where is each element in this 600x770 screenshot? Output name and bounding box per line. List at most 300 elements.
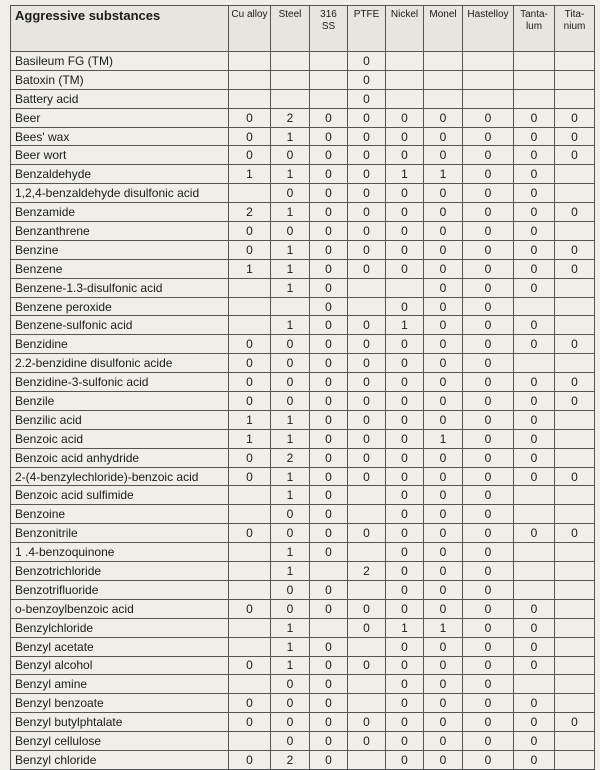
column-header-cu — [229, 6, 271, 52]
rating-cell-tantalum — [514, 297, 555, 316]
rating-cell-hastelloy: 0 — [463, 505, 514, 524]
rating-cell-ss316: 0 — [310, 656, 348, 675]
rating-cell-cu: 0 — [229, 222, 271, 241]
rating-cell-ss316: 0 — [310, 222, 348, 241]
rating-cell-hastelloy: 0 — [463, 580, 514, 599]
rating-cell-tantalum: 0 — [514, 240, 555, 259]
rating-cell-nickel — [386, 52, 424, 71]
rating-cell-cu — [229, 52, 271, 71]
rating-cell-ptfe: 0 — [348, 732, 386, 751]
table-body — [11, 52, 595, 770]
rating-cell-ptfe — [348, 675, 386, 694]
substance-name: Benzoic acid anhydride — [11, 448, 229, 467]
rating-cell-steel: 0 — [271, 732, 310, 751]
rating-cell-nickel: 0 — [386, 203, 424, 222]
rating-cell-ptfe: 0 — [348, 316, 386, 335]
rating-cell-nickel: 0 — [386, 580, 424, 599]
rating-cell-titanium — [555, 486, 595, 505]
table-row — [11, 618, 595, 637]
rating-cell-monel: 0 — [424, 675, 463, 694]
rating-cell-hastelloy — [463, 70, 514, 89]
rating-cell-cu — [229, 486, 271, 505]
rating-cell-titanium — [555, 562, 595, 581]
rating-cell-ptfe: 0 — [348, 222, 386, 241]
rating-cell-cu: 0 — [229, 373, 271, 392]
substance-name: Benzylchloride — [11, 618, 229, 637]
rating-cell-ptfe: 0 — [348, 203, 386, 222]
rating-cell-ptfe: 2 — [348, 562, 386, 581]
rating-cell-monel: 0 — [424, 448, 463, 467]
substance-name: Battery acid — [11, 89, 229, 108]
substance-name: Basileum FG (TM) — [11, 52, 229, 71]
rating-cell-hastelloy: 0 — [463, 429, 514, 448]
rating-cell-titanium — [555, 656, 595, 675]
rating-cell-titanium: 0 — [555, 392, 595, 411]
table-row — [11, 184, 595, 203]
rating-cell-hastelloy: 0 — [463, 467, 514, 486]
rating-cell-cu — [229, 618, 271, 637]
rating-cell-titanium: 0 — [555, 713, 595, 732]
rating-cell-tantalum: 0 — [514, 618, 555, 637]
table-row — [11, 732, 595, 751]
substance-name: Benzotrichloride — [11, 562, 229, 581]
rating-cell-steel: 1 — [271, 259, 310, 278]
rating-cell-cu: 0 — [229, 392, 271, 411]
rating-cell-tantalum: 0 — [514, 146, 555, 165]
rating-cell-cu: 1 — [229, 410, 271, 429]
rating-cell-monel: 0 — [424, 750, 463, 769]
rating-cell-tantalum — [514, 70, 555, 89]
rating-cell-tantalum — [514, 543, 555, 562]
rating-cell-monel: 0 — [424, 732, 463, 751]
rating-cell-ss316 — [310, 562, 348, 581]
substance-name: Beer — [11, 108, 229, 127]
substance-name: 1,2,4-benzaldehyde disulfonic acid — [11, 184, 229, 203]
rating-cell-cu — [229, 732, 271, 751]
substance-name: Benzoine — [11, 505, 229, 524]
substance-name: Benzyl chloride — [11, 750, 229, 769]
rating-cell-nickel: 0 — [386, 222, 424, 241]
substance-name: Benzene-sulfonic acid — [11, 316, 229, 335]
substance-column-header: Aggressive substances — [11, 6, 229, 52]
substance-name: Benzene peroxide — [11, 297, 229, 316]
rating-cell-hastelloy: 0 — [463, 486, 514, 505]
table-row — [11, 694, 595, 713]
rating-cell-steel: 1 — [271, 637, 310, 656]
rating-cell-monel: 0 — [424, 222, 463, 241]
rating-cell-steel: 0 — [271, 184, 310, 203]
rating-cell-titanium — [555, 618, 595, 637]
column-header-ptfe — [348, 6, 386, 52]
rating-cell-titanium — [555, 52, 595, 71]
rating-cell-nickel: 0 — [386, 694, 424, 713]
rating-cell-nickel: 0 — [386, 240, 424, 259]
substance-name: Batoxin (TM) — [11, 70, 229, 89]
rating-cell-titanium — [555, 184, 595, 203]
substance-name: o-benzoylbenzoic acid — [11, 599, 229, 618]
rating-cell-ss316: 0 — [310, 165, 348, 184]
rating-cell-ss316: 0 — [310, 146, 348, 165]
substance-name: Benzyl benzoate — [11, 694, 229, 713]
rating-cell-steel: 2 — [271, 108, 310, 127]
rating-cell-nickel: 0 — [386, 146, 424, 165]
rating-cell-titanium: 0 — [555, 335, 595, 354]
table-row — [11, 637, 595, 656]
rating-cell-ptfe: 0 — [348, 429, 386, 448]
rating-cell-titanium: 0 — [555, 259, 595, 278]
rating-cell-tantalum — [514, 52, 555, 71]
rating-cell-tantalum: 0 — [514, 373, 555, 392]
rating-cell-tantalum — [514, 89, 555, 108]
rating-cell-cu: 0 — [229, 524, 271, 543]
rating-cell-steel — [271, 70, 310, 89]
rating-cell-steel: 0 — [271, 222, 310, 241]
table-row — [11, 165, 595, 184]
substance-name: Benzamide — [11, 203, 229, 222]
column-header-hastelloy — [463, 6, 514, 52]
rating-cell-ss316: 0 — [310, 750, 348, 769]
rating-cell-tantalum — [514, 580, 555, 599]
table-row — [11, 580, 595, 599]
rating-cell-steel: 1 — [271, 486, 310, 505]
rating-cell-cu: 0 — [229, 108, 271, 127]
rating-cell-titanium — [555, 410, 595, 429]
rating-cell-hastelloy: 0 — [463, 184, 514, 203]
rating-cell-nickel: 0 — [386, 637, 424, 656]
rating-cell-tantalum — [514, 486, 555, 505]
rating-cell-ss316: 0 — [310, 524, 348, 543]
table-row — [11, 222, 595, 241]
rating-cell-cu — [229, 580, 271, 599]
table-row — [11, 410, 595, 429]
substance-name: Benzidine-3-sulfonic acid — [11, 373, 229, 392]
rating-cell-nickel: 0 — [386, 373, 424, 392]
rating-cell-tantalum: 0 — [514, 599, 555, 618]
rating-cell-ss316: 0 — [310, 599, 348, 618]
rating-cell-ss316: 0 — [310, 108, 348, 127]
rating-cell-nickel: 0 — [386, 108, 424, 127]
rating-cell-steel: 1 — [271, 127, 310, 146]
rating-cell-hastelloy: 0 — [463, 543, 514, 562]
rating-cell-ptfe: 0 — [348, 618, 386, 637]
rating-cell-monel: 0 — [424, 713, 463, 732]
rating-cell-hastelloy: 0 — [463, 562, 514, 581]
rating-cell-nickel: 0 — [386, 486, 424, 505]
rating-cell-nickel: 0 — [386, 410, 424, 429]
rating-cell-titanium — [555, 429, 595, 448]
substance-name: Benzanthrene — [11, 222, 229, 241]
rating-cell-nickel: 0 — [386, 259, 424, 278]
rating-cell-monel: 0 — [424, 410, 463, 429]
column-header-line: Tita- — [564, 9, 585, 20]
rating-cell-tantalum: 0 — [514, 524, 555, 543]
rating-cell-cu: 0 — [229, 750, 271, 769]
rating-cell-tantalum — [514, 562, 555, 581]
rating-cell-nickel: 0 — [386, 656, 424, 675]
rating-cell-titanium — [555, 222, 595, 241]
rating-cell-tantalum: 0 — [514, 732, 555, 751]
rating-cell-nickel: 0 — [386, 505, 424, 524]
rating-cell-tantalum: 0 — [514, 750, 555, 769]
column-header-line: Monel — [429, 9, 457, 20]
rating-cell-ptfe — [348, 543, 386, 562]
rating-cell-ss316: 0 — [310, 694, 348, 713]
rating-cell-tantalum — [514, 505, 555, 524]
rating-cell-ptfe: 0 — [348, 165, 386, 184]
rating-cell-ss316: 0 — [310, 732, 348, 751]
substance-name: Benzonitrile — [11, 524, 229, 543]
table-row — [11, 70, 595, 89]
rating-cell-tantalum: 0 — [514, 335, 555, 354]
rating-cell-monel: 0 — [424, 392, 463, 411]
rating-cell-tantalum: 0 — [514, 392, 555, 411]
rating-cell-ptfe: 0 — [348, 240, 386, 259]
column-header-titanium — [555, 6, 595, 52]
rating-cell-monel: 1 — [424, 618, 463, 637]
table-row — [11, 259, 595, 278]
rating-cell-ss316: 0 — [310, 127, 348, 146]
rating-cell-cu — [229, 675, 271, 694]
rating-cell-monel: 0 — [424, 505, 463, 524]
rating-cell-hastelloy: 0 — [463, 392, 514, 411]
rating-cell-cu: 1 — [229, 259, 271, 278]
rating-cell-nickel: 1 — [386, 165, 424, 184]
rating-cell-steel: 1 — [271, 429, 310, 448]
rating-cell-tantalum: 0 — [514, 184, 555, 203]
rating-cell-tantalum: 0 — [514, 203, 555, 222]
rating-cell-hastelloy: 0 — [463, 656, 514, 675]
substance-name: Benzidine — [11, 335, 229, 354]
rating-cell-hastelloy: 0 — [463, 618, 514, 637]
rating-cell-hastelloy: 0 — [463, 316, 514, 335]
table-row — [11, 429, 595, 448]
rating-cell-hastelloy: 0 — [463, 448, 514, 467]
rating-cell-ptfe: 0 — [348, 373, 386, 392]
rating-cell-tantalum: 0 — [514, 637, 555, 656]
rating-cell-steel: 0 — [271, 675, 310, 694]
rating-cell-cu: 2 — [229, 203, 271, 222]
rating-cell-nickel — [386, 70, 424, 89]
rating-cell-titanium: 0 — [555, 108, 595, 127]
rating-cell-titanium — [555, 278, 595, 297]
rating-cell-hastelloy: 0 — [463, 732, 514, 751]
rating-cell-monel: 0 — [424, 354, 463, 373]
rating-cell-steel: 1 — [271, 203, 310, 222]
rating-cell-tantalum: 0 — [514, 222, 555, 241]
rating-cell-monel: 0 — [424, 637, 463, 656]
table-row — [11, 52, 595, 71]
rating-cell-tantalum: 0 — [514, 694, 555, 713]
rating-cell-hastelloy: 0 — [463, 203, 514, 222]
rating-cell-monel: 0 — [424, 656, 463, 675]
column-header-line: Hastelloy — [467, 9, 509, 20]
rating-cell-steel: 1 — [271, 562, 310, 581]
rating-cell-titanium: 0 — [555, 524, 595, 543]
rating-cell-ptfe: 0 — [348, 184, 386, 203]
rating-cell-monel: 0 — [424, 335, 463, 354]
table-row — [11, 524, 595, 543]
rating-cell-ptfe: 0 — [348, 448, 386, 467]
table-row — [11, 335, 595, 354]
rating-cell-monel: 0 — [424, 184, 463, 203]
rating-cell-nickel — [386, 278, 424, 297]
substance-name: Benzotrifluoride — [11, 580, 229, 599]
rating-cell-hastelloy: 0 — [463, 713, 514, 732]
rating-cell-monel: 0 — [424, 543, 463, 562]
rating-cell-nickel: 0 — [386, 297, 424, 316]
rating-cell-steel: 2 — [271, 750, 310, 769]
rating-cell-tantalum: 0 — [514, 259, 555, 278]
rating-cell-cu: 1 — [229, 165, 271, 184]
rating-cell-steel: 2 — [271, 448, 310, 467]
column-header-line: Nickel — [390, 9, 419, 20]
rating-cell-ss316: 0 — [310, 543, 348, 562]
rating-cell-titanium — [555, 694, 595, 713]
column-header-nickel — [386, 6, 424, 52]
rating-cell-titanium — [555, 732, 595, 751]
substance-name: Bees' wax — [11, 127, 229, 146]
rating-cell-steel: 1 — [271, 278, 310, 297]
rating-cell-ss316: 0 — [310, 240, 348, 259]
rating-cell-ptfe: 0 — [348, 52, 386, 71]
column-header-line: nium — [563, 21, 586, 32]
rating-cell-nickel: 0 — [386, 524, 424, 543]
rating-cell-ptfe: 0 — [348, 713, 386, 732]
substance-name: Benzyl alcohol — [11, 656, 229, 675]
table-row — [11, 89, 595, 108]
substance-name: Benzyl acetate — [11, 637, 229, 656]
rating-cell-nickel: 0 — [386, 127, 424, 146]
table-row — [11, 203, 595, 222]
rating-cell-ptfe — [348, 486, 386, 505]
rating-cell-ptfe: 0 — [348, 108, 386, 127]
table-row — [11, 486, 595, 505]
rating-cell-titanium — [555, 165, 595, 184]
substance-name: Benzoic acid — [11, 429, 229, 448]
rating-cell-ss316: 0 — [310, 392, 348, 411]
rating-cell-ptfe: 0 — [348, 89, 386, 108]
rating-cell-monel: 0 — [424, 127, 463, 146]
rating-cell-steel: 1 — [271, 467, 310, 486]
rating-cell-cu: 0 — [229, 713, 271, 732]
rating-cell-monel: 0 — [424, 316, 463, 335]
substance-name: Benzaldehyde — [11, 165, 229, 184]
column-header-line: PTFE — [353, 9, 380, 20]
rating-cell-steel — [271, 52, 310, 71]
rating-cell-nickel: 0 — [386, 562, 424, 581]
rating-cell-cu — [229, 637, 271, 656]
rating-cell-hastelloy: 0 — [463, 259, 514, 278]
rating-cell-nickel: 0 — [386, 335, 424, 354]
rating-cell-ss316: 0 — [310, 184, 348, 203]
rating-cell-titanium: 0 — [555, 373, 595, 392]
rating-cell-ss316: 0 — [310, 278, 348, 297]
rating-cell-tantalum: 0 — [514, 278, 555, 297]
rating-cell-ptfe — [348, 694, 386, 713]
rating-cell-monel — [424, 89, 463, 108]
rating-cell-ptfe: 0 — [348, 410, 386, 429]
rating-cell-hastelloy: 0 — [463, 222, 514, 241]
rating-cell-ss316 — [310, 618, 348, 637]
rating-cell-titanium — [555, 70, 595, 89]
rating-cell-monel: 0 — [424, 562, 463, 581]
rating-cell-ptfe: 0 — [348, 524, 386, 543]
rating-cell-monel — [424, 70, 463, 89]
rating-cell-ss316: 0 — [310, 637, 348, 656]
rating-cell-ss316: 0 — [310, 297, 348, 316]
rating-cell-monel: 0 — [424, 203, 463, 222]
rating-cell-monel: 0 — [424, 580, 463, 599]
rating-cell-steel: 0 — [271, 354, 310, 373]
rating-cell-cu: 0 — [229, 354, 271, 373]
rating-cell-nickel: 1 — [386, 316, 424, 335]
rating-cell-monel: 0 — [424, 259, 463, 278]
rating-cell-ptfe: 0 — [348, 259, 386, 278]
rating-cell-titanium: 0 — [555, 203, 595, 222]
rating-cell-ss316: 0 — [310, 467, 348, 486]
header-row — [11, 6, 595, 52]
rating-cell-ss316: 0 — [310, 675, 348, 694]
rating-cell-steel: 0 — [271, 505, 310, 524]
rating-cell-hastelloy: 0 — [463, 354, 514, 373]
rating-cell-hastelloy: 0 — [463, 278, 514, 297]
rating-cell-steel — [271, 297, 310, 316]
substance-name: Benzilic acid — [11, 410, 229, 429]
rating-cell-tantalum: 0 — [514, 656, 555, 675]
rating-cell-cu: 1 — [229, 429, 271, 448]
rating-cell-tantalum: 0 — [514, 127, 555, 146]
rating-cell-cu: 0 — [229, 448, 271, 467]
rating-cell-ptfe: 0 — [348, 146, 386, 165]
rating-cell-steel: 1 — [271, 618, 310, 637]
table-row — [11, 354, 595, 373]
table-row — [11, 543, 595, 562]
substance-name: Benzile — [11, 392, 229, 411]
rating-cell-cu — [229, 505, 271, 524]
rating-cell-ss316: 0 — [310, 580, 348, 599]
column-header-line: Tanta- — [520, 9, 548, 20]
rating-cell-titanium — [555, 543, 595, 562]
rating-cell-hastelloy: 0 — [463, 524, 514, 543]
column-header-line: Steel — [278, 9, 302, 20]
rating-cell-hastelloy: 0 — [463, 108, 514, 127]
rating-cell-nickel: 0 — [386, 713, 424, 732]
rating-cell-ptfe: 0 — [348, 392, 386, 411]
rating-cell-cu: 0 — [229, 146, 271, 165]
rating-cell-titanium: 0 — [555, 146, 595, 165]
table-row — [11, 656, 595, 675]
rating-cell-nickel: 0 — [386, 543, 424, 562]
substance-name: Benzyl amine — [11, 675, 229, 694]
rating-cell-ss316: 0 — [310, 713, 348, 732]
table-row — [11, 448, 595, 467]
table-row — [11, 108, 595, 127]
rating-cell-tantalum: 0 — [514, 467, 555, 486]
rating-cell-ss316: 0 — [310, 486, 348, 505]
rating-cell-cu — [229, 297, 271, 316]
rating-cell-hastelloy: 0 — [463, 165, 514, 184]
column-header-tantalum — [514, 6, 555, 52]
substance-name: Beer wort — [11, 146, 229, 165]
rating-cell-titanium: 0 — [555, 127, 595, 146]
rating-cell-hastelloy: 0 — [463, 146, 514, 165]
rating-cell-titanium: 0 — [555, 240, 595, 259]
rating-cell-titanium: 0 — [555, 467, 595, 486]
table-row — [11, 278, 595, 297]
rating-cell-ss316: 0 — [310, 373, 348, 392]
substance-name: 2.2-benzidine disulfonic acide — [11, 354, 229, 373]
rating-cell-ss316 — [310, 89, 348, 108]
